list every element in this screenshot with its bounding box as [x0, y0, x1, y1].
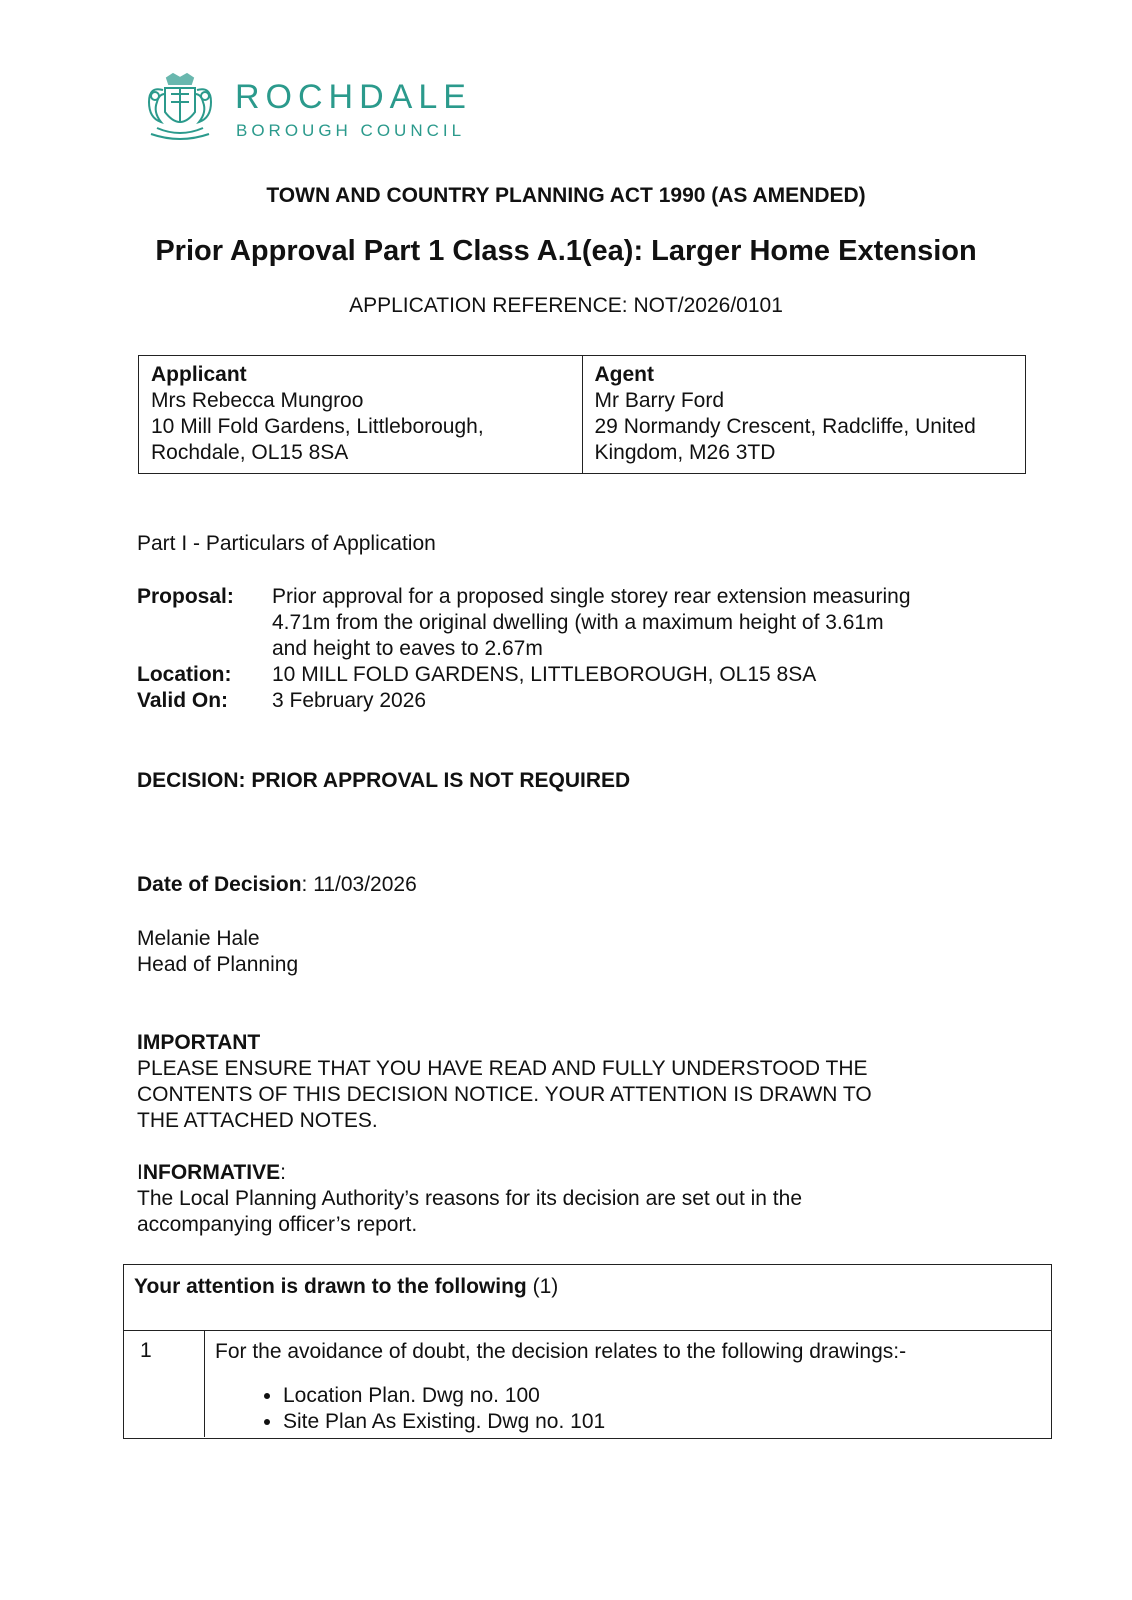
- list-item: • Site Plan As Existing. Dwg no. 101: [283, 1409, 1041, 1435]
- proposal-line: Prior approval for a proposed single storey rear extension measuring: [272, 585, 911, 608]
- informative: [137, 1160, 1017, 1238]
- parties-table: [138, 355, 1026, 474]
- agent-address-line2: Kingdom, M26 3TD: [594, 441, 776, 464]
- agent-heading: Agent: [594, 363, 654, 386]
- informative-colon: :: [280, 1161, 286, 1184]
- date-of-decision: [137, 873, 417, 897]
- date-of-decision-value: : 11/03/2026: [301, 873, 417, 896]
- applicant-address-line1: 10 Mill Fold Gardens, Littleborough,: [151, 415, 484, 438]
- table-row: [124, 1331, 1051, 1437]
- attention-table: [123, 1264, 1052, 1439]
- informative-line: The Local Planning Authority’s reasons for its decision are set out in the: [137, 1187, 802, 1210]
- informative-line: accompanying officer’s report.: [137, 1213, 418, 1236]
- location-row: [137, 662, 1017, 688]
- important-line: THE ATTACHED NOTES.: [137, 1109, 378, 1132]
- attention-heading-row: [124, 1265, 1051, 1331]
- attention-item-body: [205, 1331, 1051, 1437]
- application-reference: APPLICATION REFERENCE: NOT/2026/0101: [349, 294, 783, 317]
- informative-heading-rest: NFORMATIVE: [142, 1161, 281, 1184]
- applicant-cell: [139, 356, 582, 473]
- signer-name: Melanie Hale: [137, 927, 260, 950]
- important-line: PLEASE ENSURE THAT YOU HAVE READ AND FULLY UNDERSTOOD THE: [137, 1057, 868, 1080]
- valid-on-row: [137, 688, 1017, 714]
- applicant-name: Mrs Rebecca Mungroo: [151, 389, 364, 412]
- applicant-heading: Applicant: [151, 363, 247, 386]
- important-notice: [137, 1030, 1017, 1134]
- proposal-line: and height to eaves to 2.67m: [272, 637, 543, 660]
- informative-heading: [137, 1160, 1017, 1186]
- act-heading: TOWN AND COUNTRY PLANNING ACT 1990 (AS AMENDED): [266, 184, 866, 207]
- part1-heading: Part I - Particulars of Application: [137, 532, 436, 555]
- logo-subtitle: BOROUGH COUNCIL: [236, 121, 466, 140]
- agent-address-line1: 29 Normandy Crescent, Radcliffe, United: [594, 415, 976, 438]
- proposal-line: 4.71m from the original dwelling (with a maximum height of 3.61m: [272, 611, 884, 634]
- attention-item-text: For the avoidance of doubt, the decision relates to the following drawings:-: [215, 1340, 907, 1363]
- proposal-label: Proposal:: [137, 585, 234, 608]
- council-crest-icon: [143, 72, 217, 146]
- date-of-decision-label: Date of Decision: [137, 873, 302, 896]
- attention-heading: Your attention is drawn to the following: [134, 1275, 527, 1298]
- location-value: 10 MILL FOLD GARDENS, LITTLEBOROUGH, OL15 8SA: [272, 663, 817, 686]
- council-logo: [143, 72, 503, 148]
- list-item: • Location Plan. Dwg no. 100: [283, 1383, 1041, 1409]
- applicant-address-line2: Rochdale, OL15 8SA: [151, 441, 349, 464]
- proposal-row: [137, 584, 1017, 662]
- signer: [137, 926, 298, 978]
- attention-item-number: 1: [124, 1331, 205, 1437]
- decision: DECISION: PRIOR APPROVAL IS NOT REQUIRED: [137, 769, 631, 792]
- logo-name: ROCHDALE: [235, 78, 472, 116]
- proposal-value: [272, 584, 1017, 662]
- informative-heading-first: I: [137, 1161, 143, 1184]
- signer-role: Head of Planning: [137, 953, 299, 976]
- agent-cell: [582, 356, 1026, 473]
- important-line: CONTENTS OF THIS DECISION NOTICE. YOUR ATTENTION IS DRAWN TO: [137, 1083, 872, 1106]
- drawings-list: [215, 1383, 1041, 1435]
- attention-count: (1): [526, 1275, 559, 1298]
- valid-on-label: Valid On:: [137, 689, 229, 712]
- particulars: [137, 584, 1017, 714]
- location-label: Location:: [137, 663, 232, 686]
- important-heading: IMPORTANT: [137, 1031, 261, 1054]
- page-title: Prior Approval Part 1 Class A.1(ea): Larger Home Extension: [155, 235, 977, 267]
- agent-name: Mr Barry Ford: [594, 389, 725, 412]
- valid-on-value: 3 February 2026: [272, 689, 427, 712]
